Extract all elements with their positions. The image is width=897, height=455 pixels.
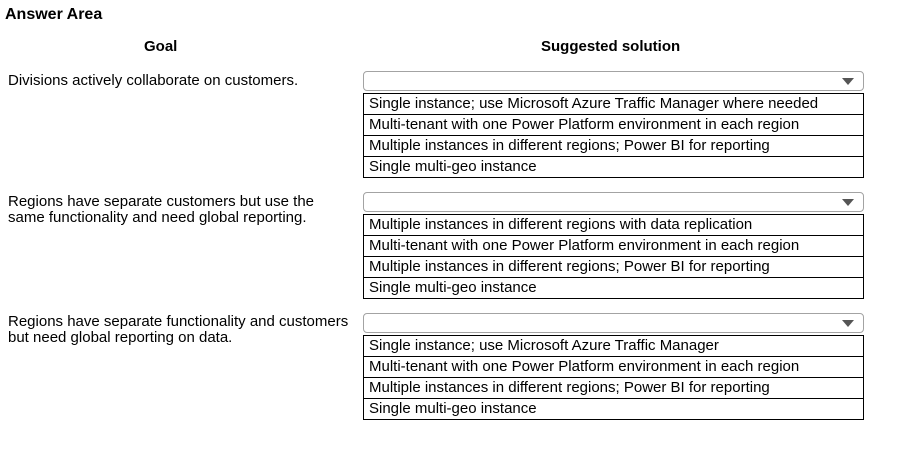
dropdown-option[interactable]: Multi-tenant with one Power Platform environment in each region [364, 357, 863, 378]
dropdown-option[interactable]: Multi-tenant with one Power Platform environment in each region [364, 115, 863, 136]
dropdown-select-3[interactable] [363, 313, 864, 333]
dropdown-option[interactable]: Single multi-geo instance [369, 400, 537, 417]
dropdown-options-2 [363, 214, 864, 299]
answer-area-title: Answer Area [5, 6, 103, 23]
goal-text-2: Regions have separate customers but use the same functionality and need global reporting. [8, 193, 315, 226]
goal-text-1: Divisions actively collaborate on customers. [8, 72, 299, 89]
dropdown-option[interactable]: Multiple instances in different regions; Power BI for reporting [364, 257, 863, 278]
solution-column-header: Suggested solution [541, 38, 681, 55]
solution-dropdown-3 [363, 313, 864, 420]
solution-dropdown-1 [363, 71, 864, 178]
goal-column-header: Goal [144, 38, 178, 55]
chevron-down-icon[interactable] [842, 78, 854, 85]
dropdown-option[interactable]: Single instance; use Microsoft Azure Traffic Manager [364, 336, 863, 357]
dropdown-select-1[interactable] [363, 71, 864, 91]
dropdown-option[interactable]: Multi-tenant with one Power Platform environment in each region [364, 236, 863, 257]
dropdown-option[interactable]: Multiple instances in different regions; Power BI for reporting [364, 136, 863, 157]
dropdown-options-3 [363, 335, 864, 420]
dropdown-option[interactable]: Multiple instances in different regions with data replication [364, 215, 863, 236]
dropdown-options-1 [363, 93, 864, 178]
goal-text-3: Regions have separate functionality and customers but need global reporting on data. [8, 313, 349, 346]
dropdown-select-2[interactable] [363, 192, 864, 212]
chevron-down-icon[interactable] [842, 320, 854, 327]
solution-dropdown-2 [363, 192, 864, 299]
dropdown-option[interactable]: Single multi-geo instance [369, 279, 537, 296]
chevron-down-icon[interactable] [842, 199, 854, 206]
dropdown-option[interactable]: Single instance; use Microsoft Azure Traffic Manager where needed [364, 94, 863, 115]
dropdown-option[interactable]: Single multi-geo instance [369, 158, 537, 175]
dropdown-option[interactable]: Multiple instances in different regions; Power BI for reporting [364, 378, 863, 399]
